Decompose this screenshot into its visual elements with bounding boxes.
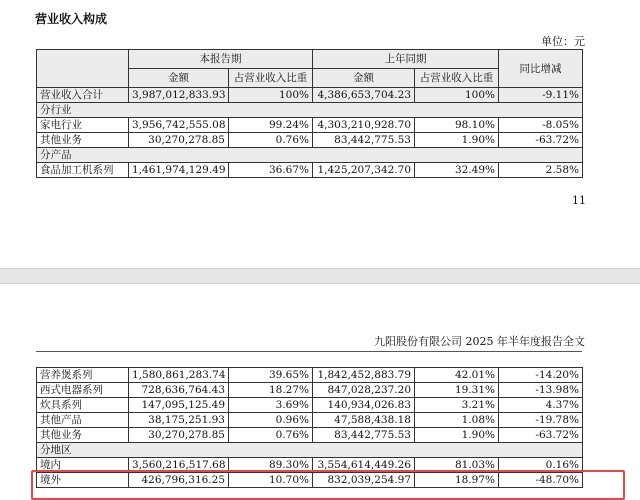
prior-ratio: 42.01% (415, 368, 499, 383)
page-number: 11 (572, 194, 586, 207)
yoy-change: -9.11% (499, 88, 583, 103)
prior-amount: 1,842,452,883.79 (313, 368, 415, 383)
current-ratio: 0.76% (229, 428, 313, 443)
yoy-change: -19.78% (499, 413, 583, 428)
current-ratio: 100% (229, 88, 313, 103)
section-row-product (37, 148, 583, 163)
current-amount: 728,636,764.43 (129, 383, 229, 398)
table-row (37, 398, 583, 413)
prior-ratio: 3.21% (415, 398, 499, 413)
row-label: 境内 (37, 458, 129, 473)
prior-amount: 140,934,026.83 (313, 398, 415, 413)
header-ratio: 占营业收入比重 (229, 69, 313, 88)
row-label: 炊具系列 (37, 398, 129, 413)
table-row (37, 163, 583, 178)
yoy-change: 4.37% (499, 398, 583, 413)
header-blank (37, 50, 129, 88)
current-ratio: 0.96% (229, 413, 313, 428)
section-label: 分行业 (37, 103, 583, 118)
table-row (37, 368, 583, 383)
yoy-change: -13.98% (499, 383, 583, 398)
section-row-industry (37, 103, 583, 118)
header-prior-period: 上年同期 (313, 50, 499, 69)
prior-amount: 847,028,237.20 (313, 383, 415, 398)
prior-ratio: 19.31% (415, 383, 499, 398)
table-row (37, 413, 583, 428)
yoy-change: -63.72% (499, 428, 583, 443)
current-amount: 426,796,316.25 (129, 473, 229, 488)
table-row (37, 428, 583, 443)
prior-amount: 83,442,775.53 (313, 428, 415, 443)
prior-ratio: 32.49% (415, 163, 499, 178)
current-amount: 38,175,251.93 (129, 413, 229, 428)
prior-amount: 83,442,775.53 (313, 133, 415, 148)
document-title: 营业收入构成 (35, 12, 108, 26)
current-amount: 3,987,012,833.93 (129, 88, 229, 103)
current-ratio: 89.30% (229, 458, 313, 473)
section-label: 分产品 (37, 148, 583, 163)
prior-ratio: 81.03% (415, 458, 499, 473)
yoy-change: 0.16% (499, 458, 583, 473)
section-row-region (37, 443, 583, 458)
table-row (37, 118, 583, 133)
row-label: 境外 (37, 473, 129, 488)
current-ratio: 39.65% (229, 368, 313, 383)
current-amount: 3,560,216,517.68 (129, 458, 229, 473)
prior-amount: 4,303,210,928.70 (313, 118, 415, 133)
header-ratio: 占营业收入比重 (415, 69, 499, 88)
row-label: 其他业务 (37, 428, 129, 443)
prior-ratio: 18.97% (415, 473, 499, 488)
header-yoy: 同比增减 (499, 50, 583, 88)
row-label: 营业收入合计 (37, 88, 129, 103)
yoy-change: -14.20% (499, 368, 583, 383)
current-ratio: 0.76% (229, 133, 313, 148)
prior-amount: 3,554,614,449.26 (313, 458, 415, 473)
yoy-change: 2.58% (499, 163, 583, 178)
row-label: 家电行业 (37, 118, 129, 133)
current-ratio: 99.24% (229, 118, 313, 133)
current-amount: 1,461,974,129.49 (129, 163, 229, 178)
page-header: 九阳股份有限公司 2025 年半年度报告全文 (374, 335, 585, 348)
row-label: 食品加工机系列 (37, 163, 129, 178)
table-row-total (37, 88, 583, 103)
current-ratio: 18.27% (229, 383, 313, 398)
row-label: 营养煲系列 (37, 368, 129, 383)
row-label: 其他产品 (37, 413, 129, 428)
header-amount: 金额 (129, 69, 229, 88)
current-ratio: 36.67% (229, 163, 313, 178)
header-rule (36, 351, 582, 352)
table-row (37, 383, 583, 398)
prior-ratio: 1.90% (415, 133, 499, 148)
prior-ratio: 1.90% (415, 428, 499, 443)
prior-ratio: 98.10% (415, 118, 499, 133)
highlight-annotation-box (31, 470, 625, 500)
prior-amount: 832,039,254.97 (313, 473, 415, 488)
prior-ratio: 100% (415, 88, 499, 103)
prior-amount: 4,386,653,704.23 (313, 88, 415, 103)
current-amount: 1,580,861,283.74 (129, 368, 229, 383)
current-amount: 30,270,278.85 (129, 133, 229, 148)
page-break (0, 268, 640, 284)
prior-amount: 1,425,207,342.70 (313, 163, 415, 178)
yoy-change: -48.70% (499, 473, 583, 488)
row-label: 其他业务 (37, 133, 129, 148)
current-ratio: 10.70% (229, 473, 313, 488)
current-amount: 30,270,278.85 (129, 428, 229, 443)
section-label: 分地区 (37, 443, 583, 458)
prior-amount: 47,588,438.18 (313, 413, 415, 428)
yoy-change: -8.05% (499, 118, 583, 133)
current-amount: 3,956,742,555.08 (129, 118, 229, 133)
header-amount: 金额 (313, 69, 415, 88)
yoy-change: -63.72% (499, 133, 583, 148)
revenue-table-top (36, 49, 583, 178)
table-row (37, 133, 583, 148)
row-label: 西式电器系列 (37, 383, 129, 398)
current-ratio: 3.69% (229, 398, 313, 413)
current-amount: 147,095,125.49 (129, 398, 229, 413)
unit-label: 单位：元 (541, 35, 585, 48)
table-header-row (37, 50, 583, 69)
header-current-period: 本报告期 (129, 50, 313, 69)
prior-ratio: 1.08% (415, 413, 499, 428)
